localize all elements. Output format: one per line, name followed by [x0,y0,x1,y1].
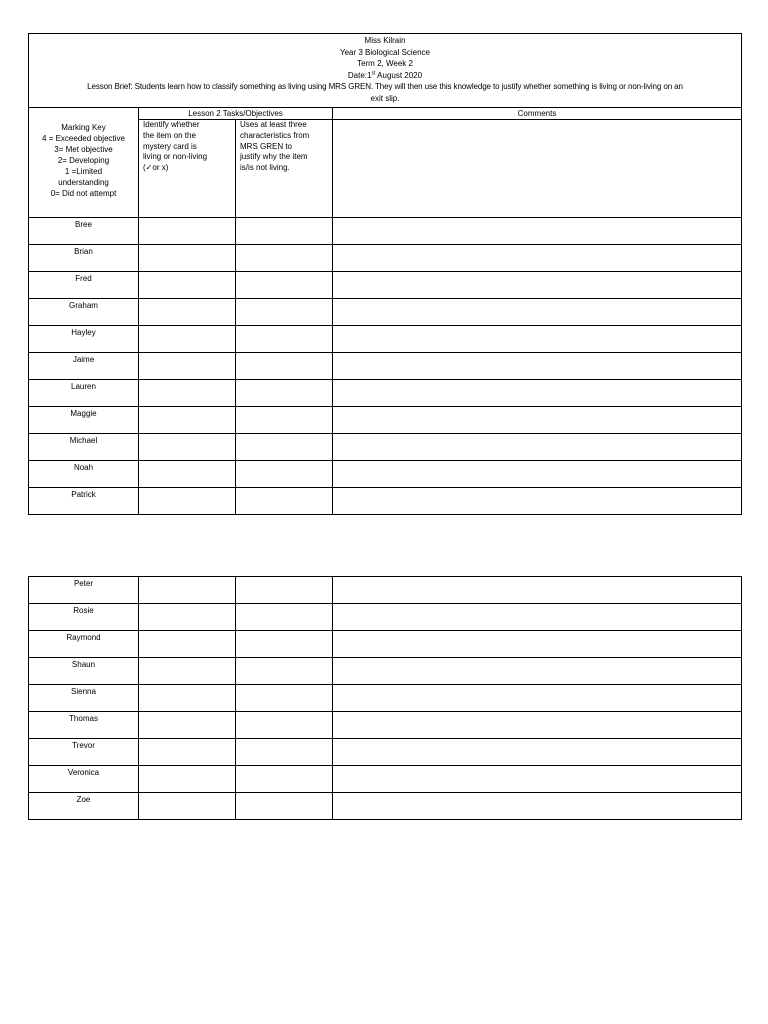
student-name: Brian [29,245,139,272]
comment-cell[interactable] [333,766,742,793]
teacher-name: Miss Kilrain [364,36,406,45]
comment-cell[interactable] [333,793,742,820]
student-name: Rosie [29,604,139,631]
objective-2-mark[interactable] [236,577,333,604]
comments-header: Comments [333,108,742,120]
student-row [29,218,742,245]
student-row [29,604,742,631]
column-header-row [29,108,742,120]
student-name: Raymond [29,631,139,658]
objective-1-mark[interactable] [139,631,236,658]
objective-1-mark[interactable] [139,488,236,515]
marking-key: Marking Key 4 = Exceeded objective 3= Met objective 2= Developing 1 =Limited understanding 0= Did not attempt [29,108,139,218]
tasks-header: Lesson 2 Tasks/Objectives [139,108,333,120]
objective-1-mark[interactable] [139,353,236,380]
comment-cell[interactable] [333,739,742,766]
objective-1-mark[interactable] [139,461,236,488]
student-name: Patrick [29,488,139,515]
comment-cell[interactable] [333,631,742,658]
objective-1: Identify whether the item on the mystery card is living or non-living (✓or x) [139,120,236,218]
objective-1-mark[interactable] [139,326,236,353]
objective-1-mark[interactable] [139,299,236,326]
student-row [29,407,742,434]
objective-1-mark[interactable] [139,380,236,407]
student-name: Veronica [29,766,139,793]
student-row [29,488,742,515]
assessment-table-continued [28,576,742,820]
comment-cell[interactable] [333,434,742,461]
student-row [29,272,742,299]
student-name: Graham [29,299,139,326]
header-block [29,34,742,108]
header-row [29,34,742,108]
objective-1-mark[interactable] [139,739,236,766]
objective-1-mark[interactable] [139,407,236,434]
comment-cell[interactable] [333,218,742,245]
comment-cell[interactable] [333,272,742,299]
objective-2-mark[interactable] [236,604,333,631]
student-name: Maggie [29,407,139,434]
student-name: Lauren [29,380,139,407]
student-name: Thomas [29,712,139,739]
objective-2-mark[interactable] [236,326,333,353]
student-row [29,326,742,353]
student-name: Hayley [29,326,139,353]
objective-2-mark[interactable] [236,658,333,685]
lesson-brief: Lesson Brief: Students learn how to classify something as living using MRS GREN. They will then use this knowledge to justify whether something is living or non-living on an [87,82,683,91]
student-name: Sienna [29,685,139,712]
student-name: Peter [29,577,139,604]
student-row [29,461,742,488]
comment-cell[interactable] [333,604,742,631]
comment-cell[interactable] [333,299,742,326]
student-row [29,434,742,461]
term-week: Term 2, Week 2 [357,59,413,68]
comment-cell[interactable] [333,685,742,712]
objective-1-mark[interactable] [139,658,236,685]
objective-2-mark[interactable] [236,245,333,272]
objective-1-mark[interactable] [139,245,236,272]
student-row [29,353,742,380]
student-row [29,380,742,407]
objective-2-mark[interactable] [236,380,333,407]
objective-2-mark[interactable] [236,739,333,766]
comment-cell[interactable] [333,461,742,488]
comment-cell[interactable] [333,712,742,739]
student-row [29,658,742,685]
objective-2-mark[interactable] [236,272,333,299]
lesson-brief-cont: exit slip. [370,93,400,103]
objective-1-mark[interactable] [139,272,236,299]
comment-cell[interactable] [333,577,742,604]
comment-cell[interactable] [333,380,742,407]
student-row [29,766,742,793]
student-name: Zoe [29,793,139,820]
comment-cell[interactable] [333,658,742,685]
objective-2-mark[interactable] [236,434,333,461]
objective-2-mark[interactable] [236,218,333,245]
objective-1-mark[interactable] [139,218,236,245]
objective-2-mark[interactable] [236,793,333,820]
student-name: Jaime [29,353,139,380]
objective-1-mark[interactable] [139,604,236,631]
objective-1-mark[interactable] [139,712,236,739]
comment-cell[interactable] [333,488,742,515]
objective-1-mark[interactable] [139,685,236,712]
student-row [29,577,742,604]
comment-cell[interactable] [333,326,742,353]
objective-1-mark[interactable] [139,577,236,604]
student-row [29,631,742,658]
objective-1-mark[interactable] [139,766,236,793]
objective-2-mark[interactable] [236,766,333,793]
comments-cell[interactable] [333,120,742,218]
objective-2-mark[interactable] [236,299,333,326]
student-name: Bree [29,218,139,245]
objective-2-mark[interactable] [236,461,333,488]
objective-2-mark[interactable] [236,712,333,739]
student-name: Shaun [29,658,139,685]
student-row [29,739,742,766]
subject-title: Year 3 Biological Science [340,47,430,57]
comment-cell[interactable] [333,407,742,434]
student-row [29,793,742,820]
objective-2: Uses at least three characteristics from MRS GREN to justify why the item is/is not living. [236,120,333,218]
objective-2-mark[interactable] [236,353,333,380]
assessment-table [28,33,742,515]
student-name: Trevor [29,739,139,766]
objective-2-mark[interactable] [236,407,333,434]
student-name: Fred [29,272,139,299]
comment-cell[interactable] [333,245,742,272]
student-row [29,712,742,739]
comment-cell[interactable] [333,353,742,380]
student-name: Noah [29,461,139,488]
objective-1-mark[interactable] [139,434,236,461]
objective-2-mark[interactable] [236,488,333,515]
objective-2-mark[interactable] [236,631,333,658]
student-row [29,299,742,326]
objective-1-mark[interactable] [139,793,236,820]
lesson-date: Date:1st August 2020 [347,69,423,80]
student-row [29,245,742,272]
student-row [29,685,742,712]
student-name: Michael [29,434,139,461]
objective-2-mark[interactable] [236,685,333,712]
